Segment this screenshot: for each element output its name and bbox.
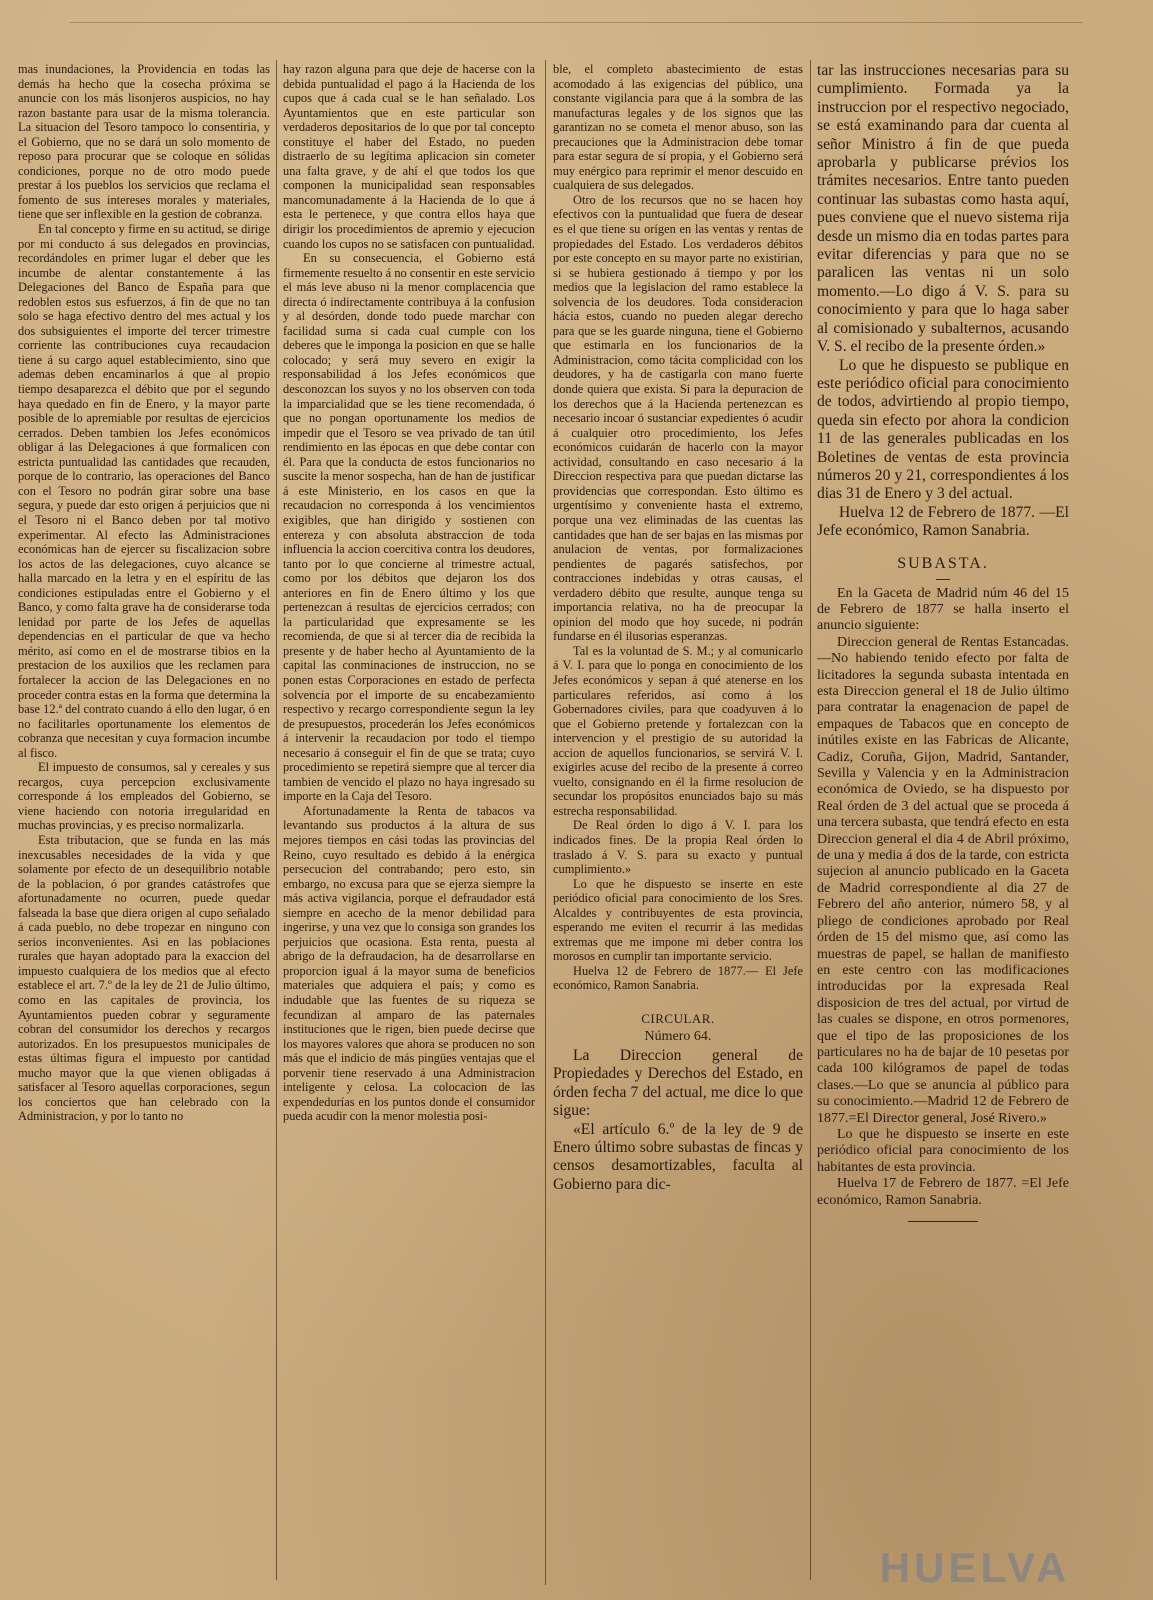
paragraph: Esta tributacion, que se funda en las más inexcusables necesidades de la vida y que solamente por efecto de un desequilibrio notable de la poblacion, ó por grandes catástrofes que afortunadamente no ocurren, puede quedar falseada la base que diera origen al cupo señalado á cada pueblo, no debe tropezar en ninguno con serios inconvenientes. Asi en las poblaciones rurales que hayan adoptado para la exaccion del impuesto cualquiera de los medios que al efecto establece el art. 7.º de la ley de 21 de Julio último, como en las capitales de provincia, los Ayuntamientos pueden cobrar y seguramente cobran del consumidor los derechos y recargos autorizados. En los presupuestos municipales de estas últimas figura el impuesto por cantidad mucho mayor que la que vienen obligadas á satisfacer al Tesoro aquellas corporaciones, segun los conciertos que han celebrado con la Administracion, y por lo tanto no [18,832,270,1124]
paragraph: En la Gaceta de Madrid núm 46 del 15 de Febrero de 1877 se halla inserto el anuncio siguiente: [817,585,1069,634]
heading-dash [936,579,950,580]
library-watermark: HUELVA [879,1544,1071,1591]
paragraph: Otro de los recursos que no se hacen hoy efectivos con la puntualidad que fuera de desear es el que tiene su orígen en las ventas y rentas de propiedades del Estado. Los verdaderos débitos por este concepto en su mayor parte no existirian, si se hubiera gestionado á tiempo y por los medios que la legislacion del ramo establece la solvencia de los deudores. Toda consideracion hácia estos, cuando no pueden alegar derecho para que se les guarde ninguna, tiene el Gobierno que estimarla en los funcionarios de la Administracion, como tácita complicidad con los deudores, y ha de castigarla con mano fuerte donde quiera que exista. Si para la depuracion de los derechos que á la Hacienda pertenezcan es necesario incoar ó sustanciar expedientes ó acudir á cualquier otro procedimiento, los Jefes económicos cuidarán de hacerlo con la mayor actividad, consultando en caso necesario á la Direccion respectiva para que puedan dictarse las providencias que correspondan. Esto último es urgentísimo y conveniente hasta el extremo, porque una vez eliminadas de las cuentas las cantidades que han de ser bajas en las mismas por anulacion de ventas, por formalizaciones pendientes de pagarés satisfechos, por contracciones indebidas y otras causas, el verdadero débito que resulte, aunque tenga su importancia relativa, no ha de preocupar la opinion del modo que hoy sucede, ni podrán fundarse en él ilusorias esperanzas. [553,192,803,644]
column-3 [553,62,803,1587]
paragraph: mas inundaciones, la Providencia en todas las demás ha hecho que la cosecha próxima se anuncie con los más lisonjeros auspicios, no hay razon bastante para usar de la misma tolerancia. La situacion del Tesoro tampoco lo consentiria, y el Gobierno, que no se dará un solo momento de reposo para procurar que se coloque en sólidas condiciones, porque no de otro modo puede prestar á los pueblos los servicios que reclama el fomento de sus intereses morales y materiales, tiene que ser inflexible en la gestion de cobranza. [18,62,270,222]
subasta-heading: SUBASTA. [897,554,989,572]
paragraph: La Direccion general de Propiedades y Derechos del Estado, en órden fecha 7 del actual, me dice lo que sigue: [553,1047,803,1120]
paragraph: El impuesto de consumos, sal y cereales y sus recargos, cuya percepcion exclusivamente corresponde á los empleados del Gobierno, se viene haciendo con notoria irregularidad en muchas provincias, y es preciso normalizarla. [18,760,270,833]
top-edge-line [70,22,1083,23]
column-2 [283,62,535,1577]
paragraph: Lo que he dispuesto se publique en este periódico oficial para conocimiento de todos, advirtiendo al propio tiempo, queda sin efecto por ahora la condicion 11 de las generales publicadas en los Boletines de ventas de esta provincia números 20 y 21, correspondientes á los dias 31 de Enero y 3 del actual. [817,356,1069,503]
end-separator [908,1221,978,1222]
paragraph: tar las instrucciones necesarias para su cumplimiento. Formada ya la instruccion por el respectivo negociado, se está examinando para dar cuenta al señor Ministro á fin de que pueda aprobarla y publicarse prévios los trámites necesarios. Entre tanto pueden continuar las subastas como hasta aquí, pues conviene que el nuevo sistema rija desde un mismo dia en todas partes para evitar diferencias y para que no se paralicen las ventas ni un solo momento.—Lo digo á V. S. para su conocimiento y para que lo haga saber al comisionado y subalternos, acusando V. S. el recibo de la presente órden.» [817,62,1069,356]
paragraph: En su consecuencia, el Gobierno está firmemente resuelto á no consentir en este servicio el más leve abuso ni la menor complacencia que directa ó indirectamente contribuya á la confusion y al desórden, donde todo puede marchar con facilidad suma si cada cual cumple con los deberes que le imponga la posicion en que se halle colocado; y será muy severo en exigir la responsabilidad á los Jefes económicos que desconozcan los suyos y no los observen con toda la imparcialidad que se les tiene recomendada, ó que no pongan oportunamente los medios de impedir que el Tesoro se vea privado de tan útil rendimiento en las épocas en que debe contar con él. Para que la conducta de estos funcionarios no suscite la menor sospecha, han de han de justificar á este Ministerio, en los casos en que la recaudacion no corresponda á los vencimientos exigibles, que han dirigido y sostienen con entereza y con absoluta abstraccion de toda influencia la accion coercitiva contra los deudores, tanto por lo que concierne al trimestre actual, como por los débitos que dejaron los dos anteriores en fin de Enero último y los que pertenezcan á resultas de ejercicios cerrados; con la particularidad que expresamente se les recomienda, de que si al tercer dia de recibida la presente y de haber hecho al Ayuntamiento de la capital las conminaciones de instruccion, no se ponen estas Corporaciones en estado de perfecta solvencia por el importe de su encabezamiento respectivo y recargo correspondiente segun la ley de presupuestos, procederán los Jefes económicos á intervenir la recaudacion por todo el tiempo necesario á conseguir el fin de que se trata; cuyo procedimiento se repetirá siempre que al tercer dia tambien de vencido el plazo no haya ingresado su importe en la Caja del Tesoro. [283,251,535,804]
paragraph: Direccion general de Rentas Estancadas.—No habiendo tenido efecto por falta de licitadores la segunda subasta intentada en esta Direccion general el 18 de Julio último para contratar la enagenacion de papel de empaques de Tabacos que en concepto de inútiles existe en las Fabricas de Alicante, Cadiz, Coruña, Gijon, Madrid, Santander, Sevilla y Valencia y en la Administracion económica de Oviedo, se ha dispuesto por Real órden de 3 del actual que se proceda á una tercera subasta, que tendrá efecto en esta Direccion general el dia 4 de Abril próximo, de una y media á dos de la tarde, con estricta sujecion al anuncio publicado en la Gaceta de Madrid correspondiente al dia 27 de Febrero del año anterior, número 58, y al pliego de condiciones aprobado por Real órden de 15 del mismo que, así como las muestras de papel, se hallan de manifiesto en este centro con las modificaciones introducidas por la expresada Real disposicion de tres del actual, por virtud de las cuales se dispone, en otros pormenores, que el tipo de las proposiciones de los particulares no ha de bajar de 10 pesetas por cada 100 kilógramos de papel de todas clases.—Lo que se anuncia al público para su conocimiento.—Madrid 12 de Febrero de 1877.=El Director general, José Rivero.» [817,634,1069,1126]
paragraph: hay razon alguna para que deje de hacerse con la debida puntualidad el pago á la Hacienda de los cupos que á cada cual se le han señalado. Los Ayuntamientos que en este particular son verdaderos depositarios de lo que por tal concepto constituye el haber del Estado, no pueden distraerlo de su legítima aplicacion sin cometer una falta grave, y de ahí el que todos los que componen la municipalidad sean responsables mancomunadamente á la Hacienda de lo que á esta le pertenece, y que contra ellos haya que dirigir los procedimientos de apremio y ejecucion cuando los cupos no se satisfacen con puntualidad. [283,62,535,251]
paragraph: Lo que he dispuesto se inserte en este periódico oficial para conocimiento de los habitantes de esta provincia. [817,1126,1069,1175]
signature-line: Huelva 17 de Febrero de 1877. =El Jefe económico, Ramon Sanabria. [817,1176,1069,1208]
paragraph: En tal concepto y firme en su actitud, se dirige por mi conducto á sus delegados en provincias, recordándoles en primer lugar el deber que les incumbe de alentar constantemente á las Delegaciones del Banco de España para que redoblen estos sus esfuerzos, á fin de que no tan solo se haga efectivo dentro del mes actual y los dos subsiguientes el importe del tercer trimestre corriente las contribuciones cuya recaudacion tiene á su cargo aquel establecimiento, sino que ademas deben encaminarlos á que al propio tiempo desaparezca el débito que por el segundo haya quedado en fin de Enero, y la mayor parte posible de lo apremiable por resultas de ejercicios cerrados. Deben tambien los Jefes económicos obligar á las Delegaciones á que formalicen con estricta puntualidad las cantidades que recauden, porque de lo contrario, las operaciones del Banco con el Tesoro no podrán girar sobre una base segura, y puede dar esto origen á perjuicios que ni el Tesoro ni el Banco deben por tal motivo experimentar. Al efecto las Administraciones económicas han de ejercer su fiscalizacion sobre los actos de las delegaciones, cuyo alcance se halla marcado en la letra y en el espíritu de las condiciones estipuladas entre el Gobierno y el Banco, y como falta grave ha de considerarse toda lenidad por parte de los Jefes de aquellas dependencias en el particular de que va hecho mérito, así como en el de mostrarse tibios en la prestacion de los auxilios que les reclamen para fortalecer la accion de las Delegaciones en no proceder contra estas en la forma que determina la base 12.ª del contrato cuando á ello den lugar, ó en no facilitarles oportunamente los elementos de cobranza que necesitan y cuya formacion incumbe al fisco. [18,222,270,760]
paragraph: Afortunadamente la Renta de tabacos va levantando sus productos á la altura de sus mejores tiempos en cási todas las provincias del Reino, cuyo resultado es debido á la enérgica persecucion del contrabando; pero esto, sin embargo, no excusa para que se ejerza siempre la más activa vigilancia, porque el defraudador está siempre en acecho de la menor debilidad para ingerirse, y una vez que lo consiga son grandes los perjuicios que ocasiona. Esta renta, puesta al abrigo de la defraudacion, ha de desarrollarse en proporcion igual á la mayor suma de beneficios materiales que adquiera el país; y como es indudable que las fuentes de su riqueza se fecundizan al amparo de las paternales instituciones que le rigen, bien puede decirse que los mayores valores que ahora se producen no son más que el indicio de más pingües ventajas que el porvenir tiene reservado á una Administracion inteligente y celosa. La colocacion de las expendedurías en los puntos donde el consumidor pueda acudir con la menor molestia posi- [283,803,535,1124]
paragraph: ble, el completo abastecimiento de estas acomodado á las exigencias del público, una constante vigilancia para que á la sombra de las manufacturas legales y de los signos que las garantizan no se cometa el menor abuso, son las precauciones que la Administracion debe tomar para estar segura de sí propia, y el Gobierno será muy enérgico para reprimir el menor descuido en cualquiera de sus delegados. [553,62,803,193]
signature-line: Huelva 12 de Febrero de 1877. —El Jefe económico, Ramon Sanabria. [817,503,1069,540]
paragraph: Lo que he dispuesto se inserte en este periódico oficial para conocimiento de los Sres. Alcaldes y contribuyentes de esta provincia, esperando me eviten el recurrir á las medidas extremas que me impone mi deber contra los morosos en cumplir tan importante servicio. [553,876,803,964]
column-1 [18,62,270,1577]
paragraph: «El artículo 6.º de la ley de 9 de Enero último sobre subastas de fincas y censos desamortizables, faculta al Gobierno para dic- [553,1120,803,1193]
paragraph: Tal es la voluntad de S. M.; y al comunicarlo á V. I. para que lo ponga en conocimiento de los Jefes económicos y sepan á qué atenerse en los particulares referidos, así como á los Gobernadores civiles, para que coadyuven á lo que el Gobierno pretende y fortalezcan con la intervencion y el prestigio de su autoridad la accion de aquellos funcionarios, se servirá V. I. exigirles acuse del recibo de la presente á correo vuelto, consignando en él la firme resolucion de secundar los propósitos enunciados bajo su más estrecha responsabilidad. [553,643,803,818]
circular-number: Número 64. [644,1029,712,1044]
circular-heading: CIRCULAR. [641,1011,715,1026]
column-rule [276,60,277,1580]
column-rule [545,60,546,1585]
signature-line: Huelva 12 de Febrero de 1877.— El Jefe económico, Ramon Sanabria. [553,963,803,993]
column-rule [810,60,811,1580]
column-4 [817,62,1069,1562]
paragraph: De Real órden lo digo á V. I. para los indicados fines. De la propia Real órden lo traslado á V. S. para su exacto y puntual cumplimiento.» [553,818,803,877]
